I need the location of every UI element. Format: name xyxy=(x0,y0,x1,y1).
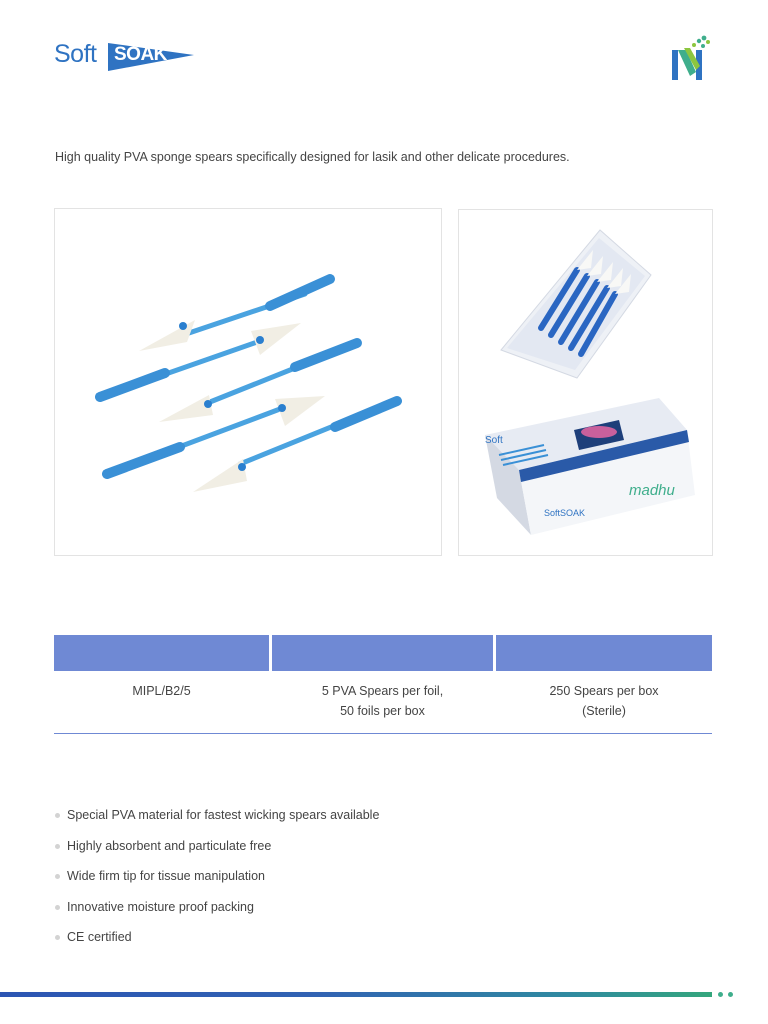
svg-text:Soft: Soft xyxy=(485,435,503,446)
footer-dot-icon xyxy=(718,992,723,997)
svg-text:madhu: madhu xyxy=(629,482,675,499)
footer-gradient-bar xyxy=(0,992,712,997)
spec-header-cell-3 xyxy=(496,635,712,671)
spears-illustration xyxy=(55,209,441,555)
feature-text: Highly absorbent and particulate free xyxy=(67,838,272,853)
product-image-packaging xyxy=(458,209,713,556)
bullet-dot-icon xyxy=(55,844,60,849)
spec-table xyxy=(54,635,712,742)
logo-word-soft: Soft xyxy=(54,40,97,68)
madhu-logo-icon xyxy=(666,32,714,84)
bullet-dot-icon xyxy=(55,905,60,910)
packaging-illustration xyxy=(459,210,712,555)
foil-pouch xyxy=(501,230,651,378)
bullet-dot-icon xyxy=(55,813,60,818)
spec-header-cell-1 xyxy=(54,635,269,671)
product-image-spears xyxy=(54,208,442,556)
bullet-dot-icon xyxy=(55,874,60,879)
spec-table-header xyxy=(54,635,712,671)
logo-word-soak: SOAK xyxy=(114,44,167,65)
feature-item xyxy=(54,806,379,837)
bullet-dot-icon xyxy=(55,935,60,940)
feature-text: Special PVA material for fastest wicking spears available xyxy=(67,808,380,822)
feature-text: Wide firm tip for tissue manipulation xyxy=(67,869,265,884)
feature-text: CE certified xyxy=(67,930,132,945)
feature-item xyxy=(54,928,379,959)
feature-item xyxy=(54,867,379,898)
feature-item xyxy=(54,837,379,868)
spec-table-row xyxy=(54,671,712,742)
intro-description: High quality PVA sponge spears specifically designed for lasik and other delicate procedures. xyxy=(55,150,570,164)
svg-text:SoftSOAK: SoftSOAK xyxy=(544,508,586,518)
spec-table-bottom-rule xyxy=(54,733,712,734)
softsoak-logo xyxy=(54,36,194,76)
feature-item xyxy=(54,898,379,929)
box-line-1: 250 Spears per box xyxy=(549,684,659,698)
spec-header-cell-2 xyxy=(272,635,493,671)
feature-list xyxy=(54,806,379,959)
product-box xyxy=(485,398,695,535)
product-code: MIPL/B2/5 xyxy=(132,684,191,698)
footer-dot-icon xyxy=(728,992,733,997)
box-line-2: (Sterile) xyxy=(582,703,626,718)
packing-line-1: 5 PVA Spears per foil, xyxy=(321,684,444,698)
packing-line-2: 50 foils per box xyxy=(340,703,425,718)
feature-text: Innovative moisture proof packing xyxy=(67,899,254,914)
